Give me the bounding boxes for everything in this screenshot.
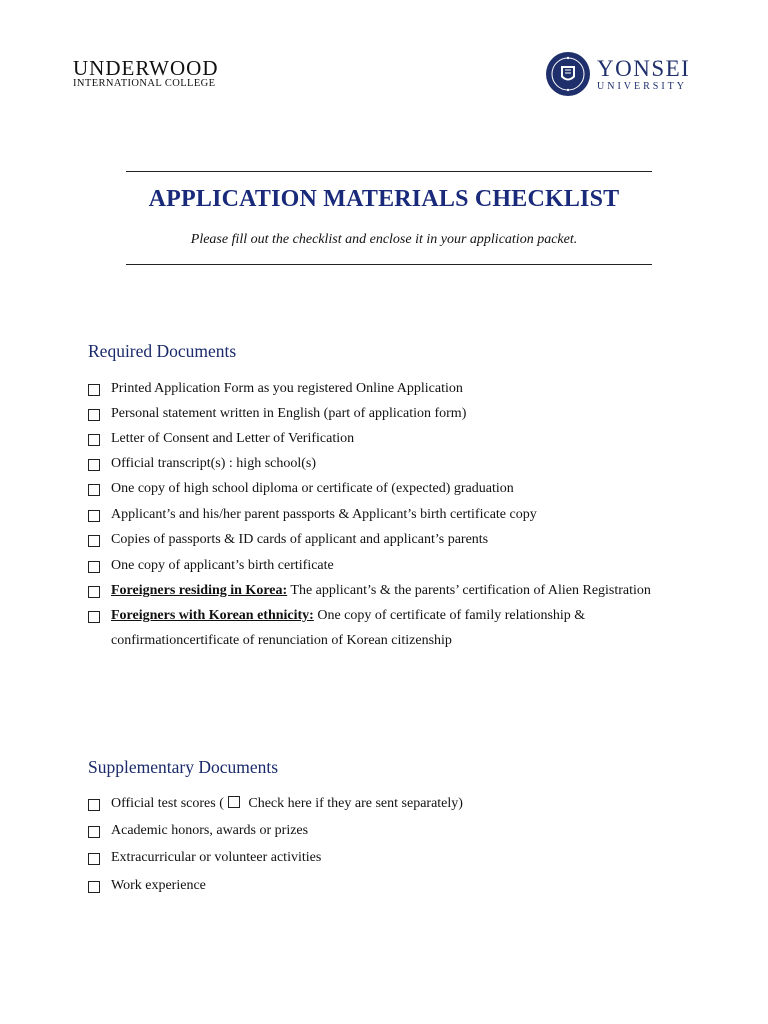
checkbox[interactable] (88, 535, 100, 547)
required-item-label: Official transcript(s) : high school(s) (111, 456, 317, 471)
page-subtitle: Please fill out the checklist and enclose it in your application packet. (190, 232, 578, 247)
supplementary-item-label: Extracurricular or volunteer activities (111, 850, 322, 865)
yonsei-seal-icon (545, 51, 591, 97)
required-item-label: Copies of passports & ID cards of applicant and applicant’s parents (111, 532, 489, 547)
required-item-label: Personal statement written in English (part of application form) (111, 406, 467, 421)
required-item-label: One copy of high school diploma or certificate of (expected) graduation (111, 481, 514, 496)
checkbox[interactable] (88, 586, 100, 598)
page-title: APPLICATION MATERIALS CHECKLIST (148, 186, 620, 212)
supplementary-item-3[interactable] (88, 849, 321, 867)
required-item-4[interactable] (88, 455, 316, 473)
underwood-logo-line2: INTERNATIONAL COLLEGE (73, 78, 216, 89)
supplementary-item-label: Academic honors, awards or prizes (111, 823, 309, 838)
required-item-2[interactable] (88, 405, 466, 423)
checkbox[interactable] (88, 826, 100, 838)
yonsei-logo-line1: YONSEI (597, 55, 691, 81)
checkbox[interactable] (88, 484, 100, 496)
item-text-post: Check here if they are sent separately) (244, 796, 463, 811)
required-item-6[interactable] (88, 506, 537, 524)
required-item-label: One copy of applicant’s birth certificate (111, 558, 334, 573)
yonsei-logo (545, 51, 690, 97)
item-text: One copy of certificate of family relationship & (313, 608, 586, 623)
supplementary-item-2[interactable] (88, 822, 308, 840)
supplementary-item-4[interactable] (88, 877, 206, 895)
supplementary-documents-heading: Supplementary Documents (88, 757, 279, 777)
required-item-10[interactable] (88, 607, 585, 625)
required-item-7[interactable] (88, 531, 488, 549)
underwood-logo-line1: UNDERWOOD (73, 56, 219, 80)
checkbox[interactable] (88, 510, 100, 522)
sent-separately-checkbox[interactable] (228, 796, 240, 808)
yonsei-logo-line2: UNIVERSITY (597, 80, 687, 92)
required-item-label: Printed Application Form as you registered Online Application (111, 381, 463, 396)
item-bold-label: Foreigners with Korean ethnicity: (111, 608, 314, 623)
required-item-5[interactable] (88, 480, 514, 498)
title-top-rule (126, 171, 652, 172)
required-item-10-continuation: confirmationcertificate of renunciation of Korean citizenship (111, 633, 452, 648)
supplementary-item-1[interactable] (88, 795, 463, 813)
item-bold-label: Foreigners residing in Korea: (111, 583, 288, 598)
checkbox[interactable] (88, 853, 100, 865)
title-bottom-rule (126, 264, 652, 265)
checkbox[interactable] (88, 434, 100, 446)
checkbox[interactable] (88, 561, 100, 573)
required-item-8[interactable] (88, 557, 334, 575)
required-item-label: Applicant’s and his/her parent passports & Applicant’s birth certificate copy (111, 507, 537, 522)
checkbox[interactable] (88, 409, 100, 421)
checkbox[interactable] (88, 799, 100, 811)
required-item-3[interactable] (88, 430, 354, 448)
item-text: The applicant’s & the parents’ certification of Alien Registration (287, 583, 651, 598)
required-documents-heading: Required Documents (88, 341, 237, 361)
required-item-9[interactable] (88, 582, 651, 600)
checkbox[interactable] (88, 611, 100, 623)
underwood-logo (73, 58, 219, 90)
supplementary-item-label: Work experience (111, 878, 206, 893)
checkbox[interactable] (88, 881, 100, 893)
checkbox[interactable] (88, 459, 100, 471)
required-item-label: Letter of Consent and Letter of Verification (111, 431, 355, 446)
supplementary-item-label (111, 795, 463, 813)
checkbox[interactable] (88, 384, 100, 396)
required-item-label (111, 582, 651, 600)
required-item-1[interactable] (88, 380, 463, 398)
item-text-pre: Official test scores ( (111, 796, 224, 811)
required-item-label (111, 607, 585, 625)
